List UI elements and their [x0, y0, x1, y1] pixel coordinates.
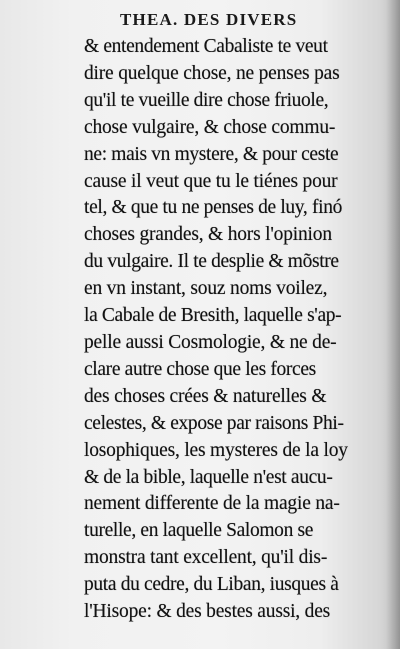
text-line: dire quelque chose, ne penses pas: [84, 62, 340, 84]
text-line: celestes, & expose par raisons Phi-: [84, 412, 344, 434]
text-line: choses grandes, & hors l'opinion: [84, 224, 332, 246]
text-line: en vn instant, souz noms voilez,: [84, 278, 328, 300]
text-line: l'Hisope: & des bestes aussi, des: [84, 601, 331, 623]
text-line: & de la bible, laquelle n'est aucu-: [84, 466, 333, 488]
text-line: monstra tant excellent, qu'il dis-: [84, 547, 328, 569]
running-head: THEA. DES DIVERS: [120, 10, 298, 29]
text-line: & entendement Cabaliste te veut: [84, 36, 328, 57]
text-line: cause il veut que tu le tiénes pour: [84, 170, 338, 192]
text-line: du vulgaire. Il te desplie & mõstre: [84, 251, 339, 273]
text-line: turelle, en laquelle Salomon se: [84, 520, 314, 542]
text-line: chose vulgaire, & chose commu-: [84, 116, 336, 138]
text-line: tel, & que tu ne penses de luy, finó: [84, 197, 342, 219]
text-line: pelle aussi Cosmologie, & ne de-: [84, 331, 337, 353]
text-line: losophiques, les mysteres de la loy: [84, 439, 348, 461]
text-line: clare autre chose que les forces: [84, 358, 316, 380]
body-text: [84, 34, 396, 639]
text-line: la Cabale de Bresith, laquelle s'ap-: [84, 305, 342, 327]
text-line: des choses crées & naturelles &: [84, 385, 327, 407]
text-line: puta du cedre, du Liban, iusques à: [84, 574, 339, 596]
text-line: qu'il te vueille dire chose friuole,: [84, 89, 329, 111]
text-line: ne: mais vn mystere, & pour ceste: [84, 143, 339, 165]
text-line: nement differente de la magie na-: [84, 493, 340, 515]
